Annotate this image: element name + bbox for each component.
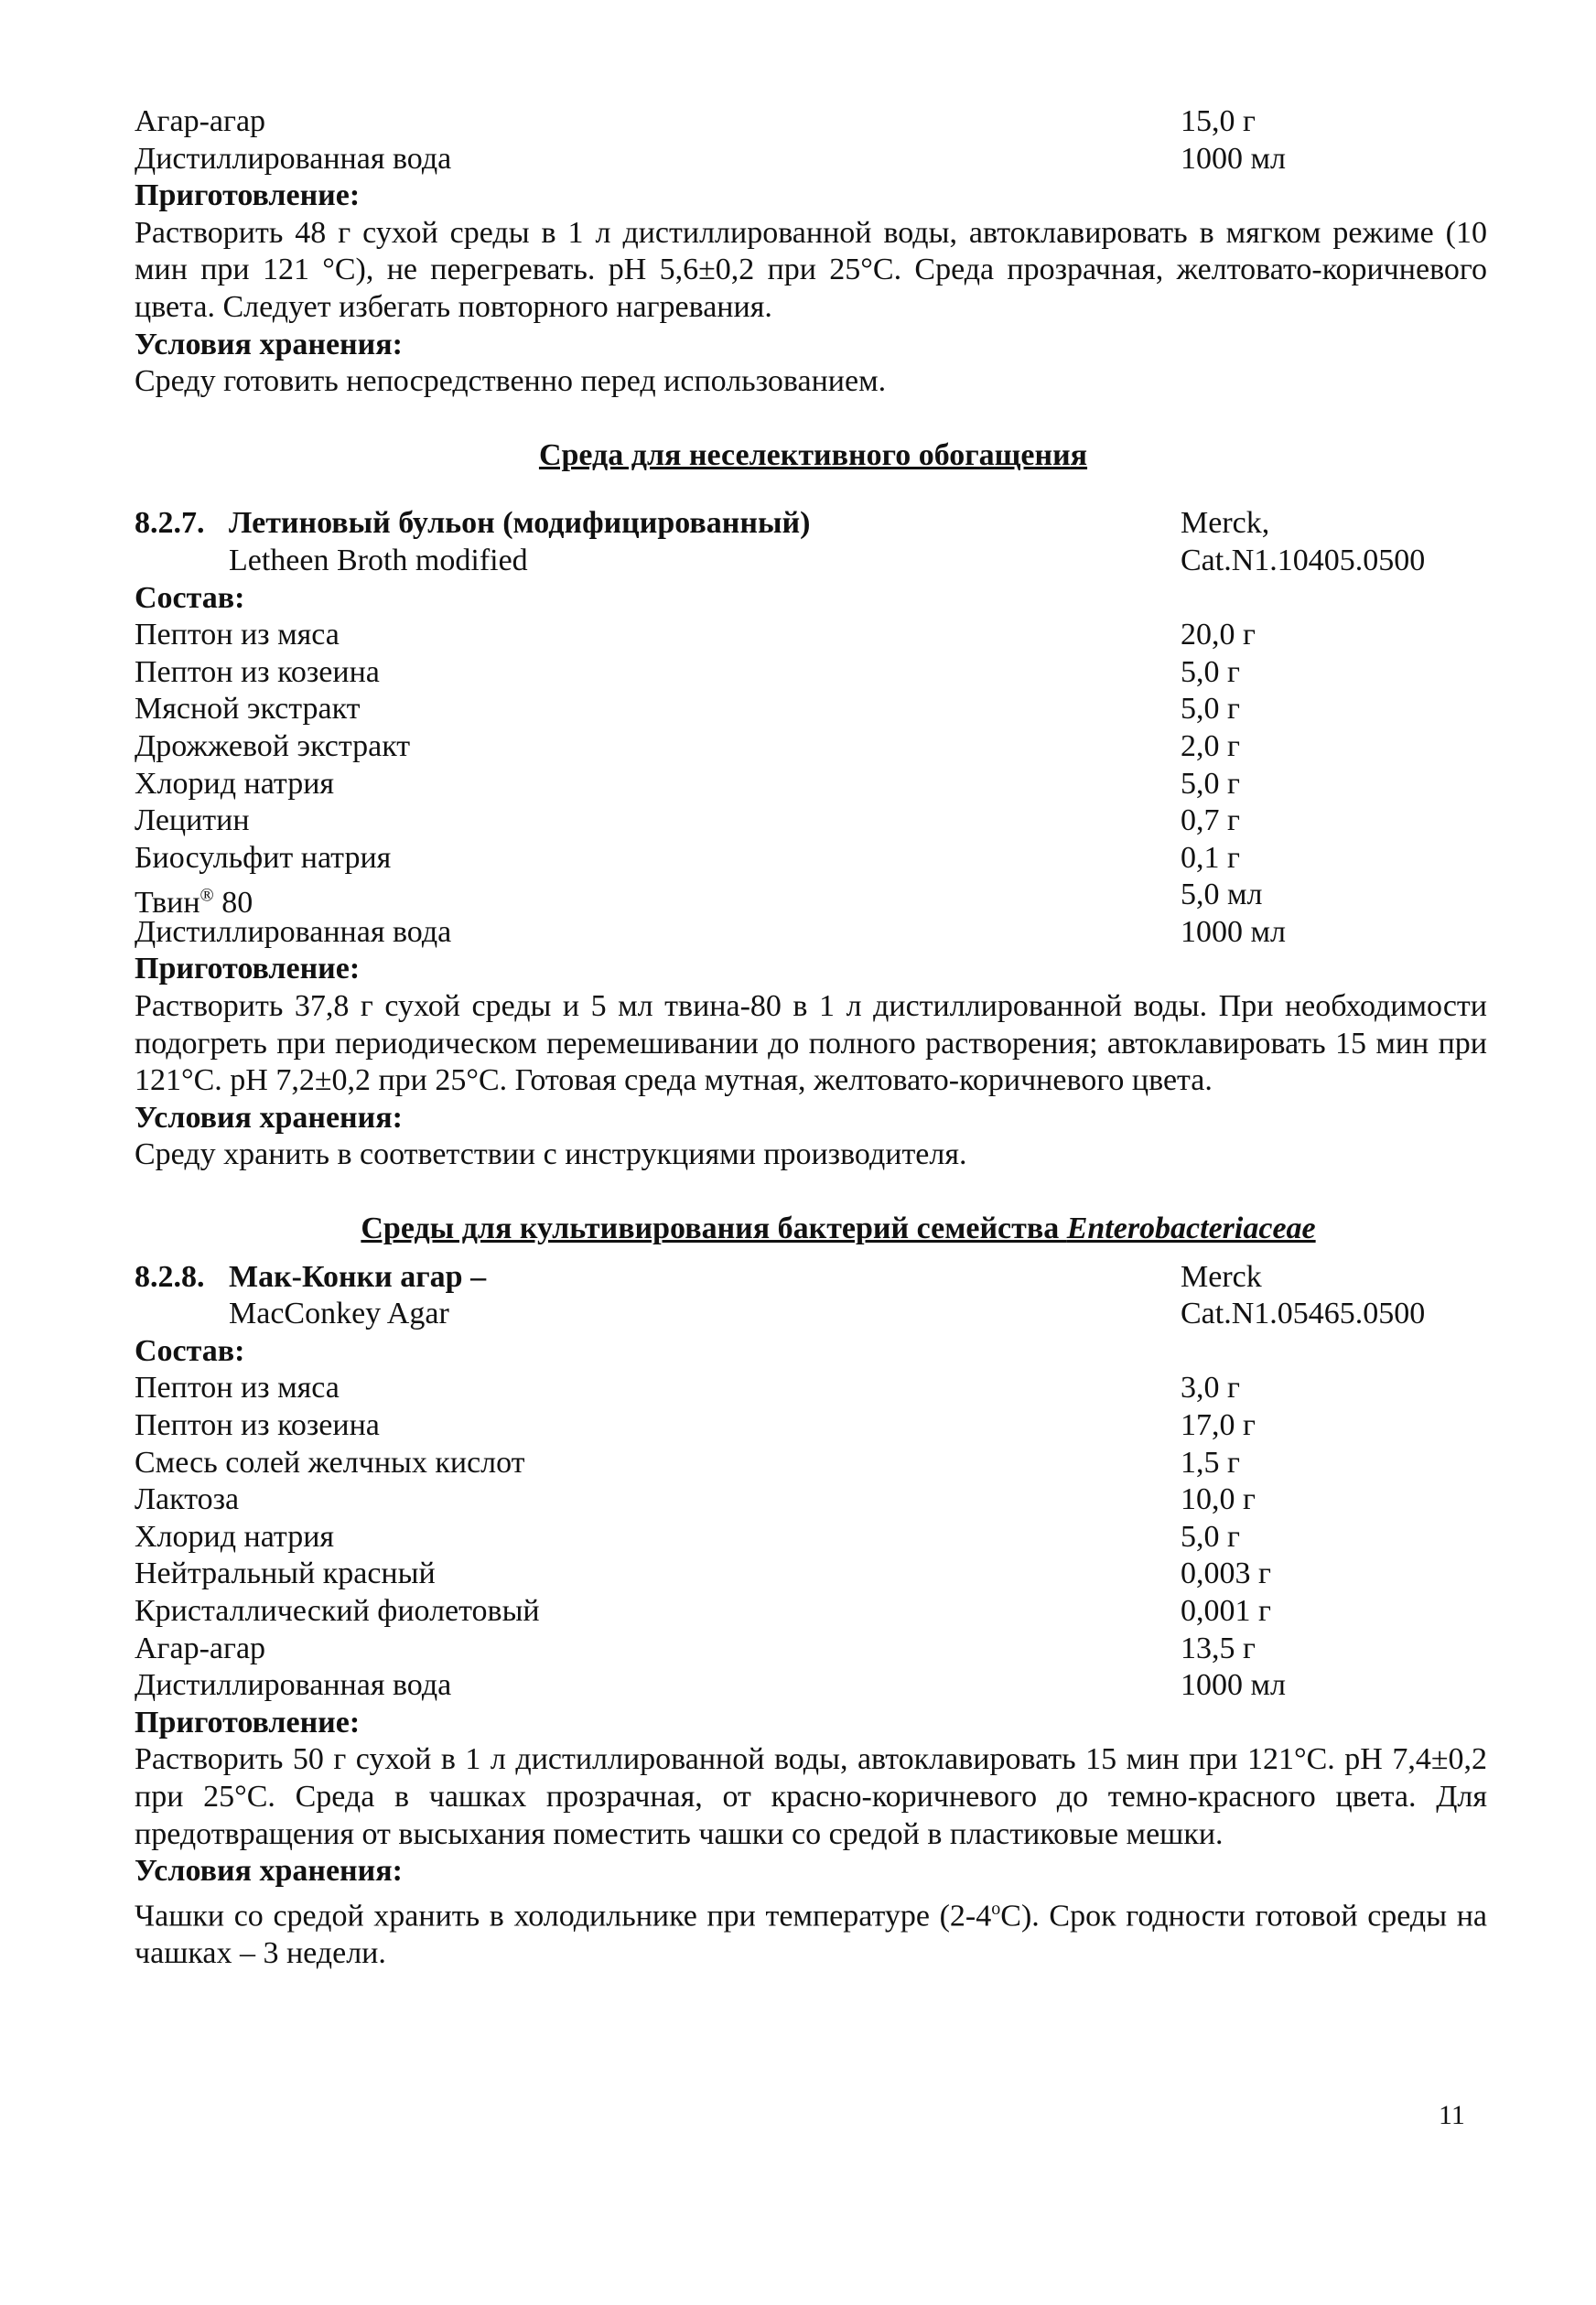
ingredient-amount: 3,0 г <box>1181 1371 1240 1406</box>
ingredient-name-text: Твин <box>135 885 200 920</box>
composition-row <box>135 840 1487 878</box>
composition-row <box>135 1631 1487 1668</box>
ingredient-amount: 1000 мл <box>1181 1668 1286 1703</box>
preparation-text: Растворить 48 г сухой среды в 1 л дистиллированной воды, автоклавировать в мягком режиме (10 мин при 121 °С), не перегревать. рН 5,6±0,2 при 25°С. Среда прозрачная, желтовато-коричневого цвета. Следует избегать повторного нагревания. <box>135 215 1487 324</box>
entry-subheader <box>135 1296 1487 1333</box>
ingredient-amount: 15,0 г <box>1181 104 1256 138</box>
storage-text: Среду хранить в соответствии с инструкциями производителя. <box>135 1137 967 1172</box>
composition-row <box>135 1519 1487 1556</box>
ingredient-name: Дистиллированная вода <box>135 914 452 949</box>
entry-header <box>135 1259 1487 1297</box>
entry-catalog: Cat.N1.05465.0500 <box>1181 1297 1426 1331</box>
ingredient-name: Хлорид натрия <box>135 766 335 801</box>
document-page <box>135 103 1487 1972</box>
storage-text-part: Чашки со средой хранить в холодильнике при температуре (2-4 <box>135 1899 992 1933</box>
composition-heading: Состав: <box>135 1333 245 1368</box>
ingredient-amount: 1000 мл <box>1181 141 1286 176</box>
ingredient-name: Пептон из козеина <box>135 654 380 689</box>
entry-catalog: Cat.N1.10405.0500 <box>1181 543 1426 577</box>
ingredient-amount: 2,0 г <box>1181 728 1240 763</box>
preparation-heading: Приготовление: <box>135 1705 361 1740</box>
composition-row <box>135 654 1487 692</box>
entry-title-en: Letheen Broth modified <box>229 543 528 577</box>
composition-row <box>135 1556 1487 1593</box>
composition-table <box>135 1370 1487 1704</box>
entry-title-ru: Мак-Конки агар – <box>229 1259 487 1294</box>
section-title-italic: Enterobacteriaceae <box>1066 1212 1316 1246</box>
preparation-heading: Приготовление: <box>135 952 361 986</box>
entry-number: 8.2.7. <box>135 506 205 541</box>
storage-heading: Условия хранения: <box>135 1854 403 1889</box>
entry-title-en: MacConkey Agar <box>229 1297 449 1331</box>
ingredient-amount: 20,0 г <box>1181 618 1256 652</box>
composition-row <box>135 1667 1487 1705</box>
composition-row <box>135 766 1487 803</box>
entry-supplier: Merck <box>1181 1259 1262 1294</box>
storage-text-part: С). Срок годности готовой среды на чашках – 3 недели. <box>135 1899 1487 1970</box>
ingredient-amount: 17,0 г <box>1181 1408 1256 1442</box>
ingredient-name: Агар-агар <box>135 104 266 138</box>
ingredient-amount: 1000 мл <box>1181 914 1286 949</box>
ingredient-name: Смесь солей желчных кислот <box>135 1445 525 1480</box>
preparation-text: Растворить 50 г сухой в 1 л дистиллированной воды, автоклавировать 15 мин при 121°С. рН 7,4±0,2 при 25°С. Среда в чашках прозрачная, от красно-коричневого до темно-красного цвета. Для предотвращения от высыхания поместить чашки со средой в пластиковые мешки. <box>135 1742 1487 1851</box>
composition-row <box>135 914 1487 952</box>
composition-row <box>135 103 1487 141</box>
composition-row <box>135 691 1487 728</box>
ingredient-amount: 5,0 г <box>1181 766 1240 801</box>
registered-mark: ® <box>200 885 214 906</box>
storage-heading: Условия хранения: <box>135 327 403 361</box>
ingredient-amount: 0,001 г <box>1181 1593 1271 1628</box>
ingredient-name: Мясной экстракт <box>135 692 361 727</box>
ingredient-amount: 5,0 мл <box>1181 878 1263 912</box>
ingredient-name: Дистиллированная вода <box>135 1668 452 1703</box>
ingredient-amount: 0,7 г <box>1181 803 1240 838</box>
ingredient-name: Нейтральный красный <box>135 1556 436 1591</box>
ingredient-name: Хлорид натрия <box>135 1519 335 1554</box>
composition-row <box>135 1481 1487 1519</box>
composition-row <box>135 802 1487 840</box>
entry-subheader <box>135 543 1487 580</box>
storage-text <box>135 1890 1487 1973</box>
composition-row <box>135 1370 1487 1407</box>
composition-row <box>135 877 1487 920</box>
composition-row <box>135 728 1487 766</box>
ingredient-name: Пептон из козеина <box>135 1408 380 1442</box>
page-number: 11 <box>1439 2100 1465 2130</box>
ingredient-name: Пептон из мяса <box>135 1371 340 1406</box>
ingredient-name: Агар-агар <box>135 1631 266 1665</box>
ingredient-amount: 10,0 г <box>1181 1482 1256 1517</box>
entry-title-ru: Летиновый бульон (модифицированный) <box>229 506 811 541</box>
composition-row <box>135 1593 1487 1631</box>
composition-row <box>135 1407 1487 1445</box>
entry-number: 8.2.8. <box>135 1259 205 1294</box>
ingredient-amount: 1,5 г <box>1181 1445 1240 1480</box>
storage-text: Среду готовить непосредственно перед использованием. <box>135 364 887 399</box>
section-title-enterobacteriaceae <box>135 1211 1487 1248</box>
composition-row <box>135 617 1487 654</box>
composition-row <box>135 1445 1487 1482</box>
ingredient-amount: 13,5 г <box>1181 1631 1256 1665</box>
ingredient-name: Лактоза <box>135 1482 240 1517</box>
ingredient-name: Биосульфит натрия <box>135 840 392 875</box>
section-title-nonselective: Среда для неселективного обогащения <box>538 437 1088 472</box>
composition-heading: Состав: <box>135 580 245 615</box>
ingredient-name: Лецитин <box>135 803 250 838</box>
section-title-text: Среды для культивирования бактерий семейства <box>361 1212 1067 1246</box>
ingredient-name: Дистиллированная вода <box>135 141 452 176</box>
ingredient-amount: 5,0 г <box>1181 654 1240 689</box>
entry-header <box>135 505 1487 543</box>
ingredient-amount: 5,0 г <box>1181 692 1240 727</box>
preparation-text: Растворить 37,8 г сухой среды и 5 мл твина-80 в 1 л дистиллированной воды. При необходимости подогреть при периодическом перемешивании до полного растворения; автоклавировать 15 мин при 121°С. рН 7,2±0,2 при 25°С. Готовая среда мутная, желтовато-коричневого цвета. <box>135 989 1487 1098</box>
composition-table <box>135 617 1487 951</box>
ingredient-amount: 0,003 г <box>1181 1556 1271 1591</box>
preparation-heading: Приготовление: <box>135 178 361 213</box>
top-composition-table <box>135 103 1487 178</box>
ingredient-amount: 5,0 г <box>1181 1519 1240 1554</box>
ingredient-name-suffix: 80 <box>213 885 253 920</box>
ingredient-name: Кристаллический фиолетовый <box>135 1593 540 1628</box>
storage-heading: Условия хранения: <box>135 1100 403 1135</box>
ingredient-name: Пептон из мяса <box>135 618 340 652</box>
degree-mark: о <box>991 1898 1001 1919</box>
ingredient-amount: 0,1 г <box>1181 840 1240 875</box>
entry-supplier: Merck, <box>1181 506 1270 541</box>
composition-row <box>135 141 1487 178</box>
ingredient-name: Дрожжевой экстракт <box>135 728 411 763</box>
